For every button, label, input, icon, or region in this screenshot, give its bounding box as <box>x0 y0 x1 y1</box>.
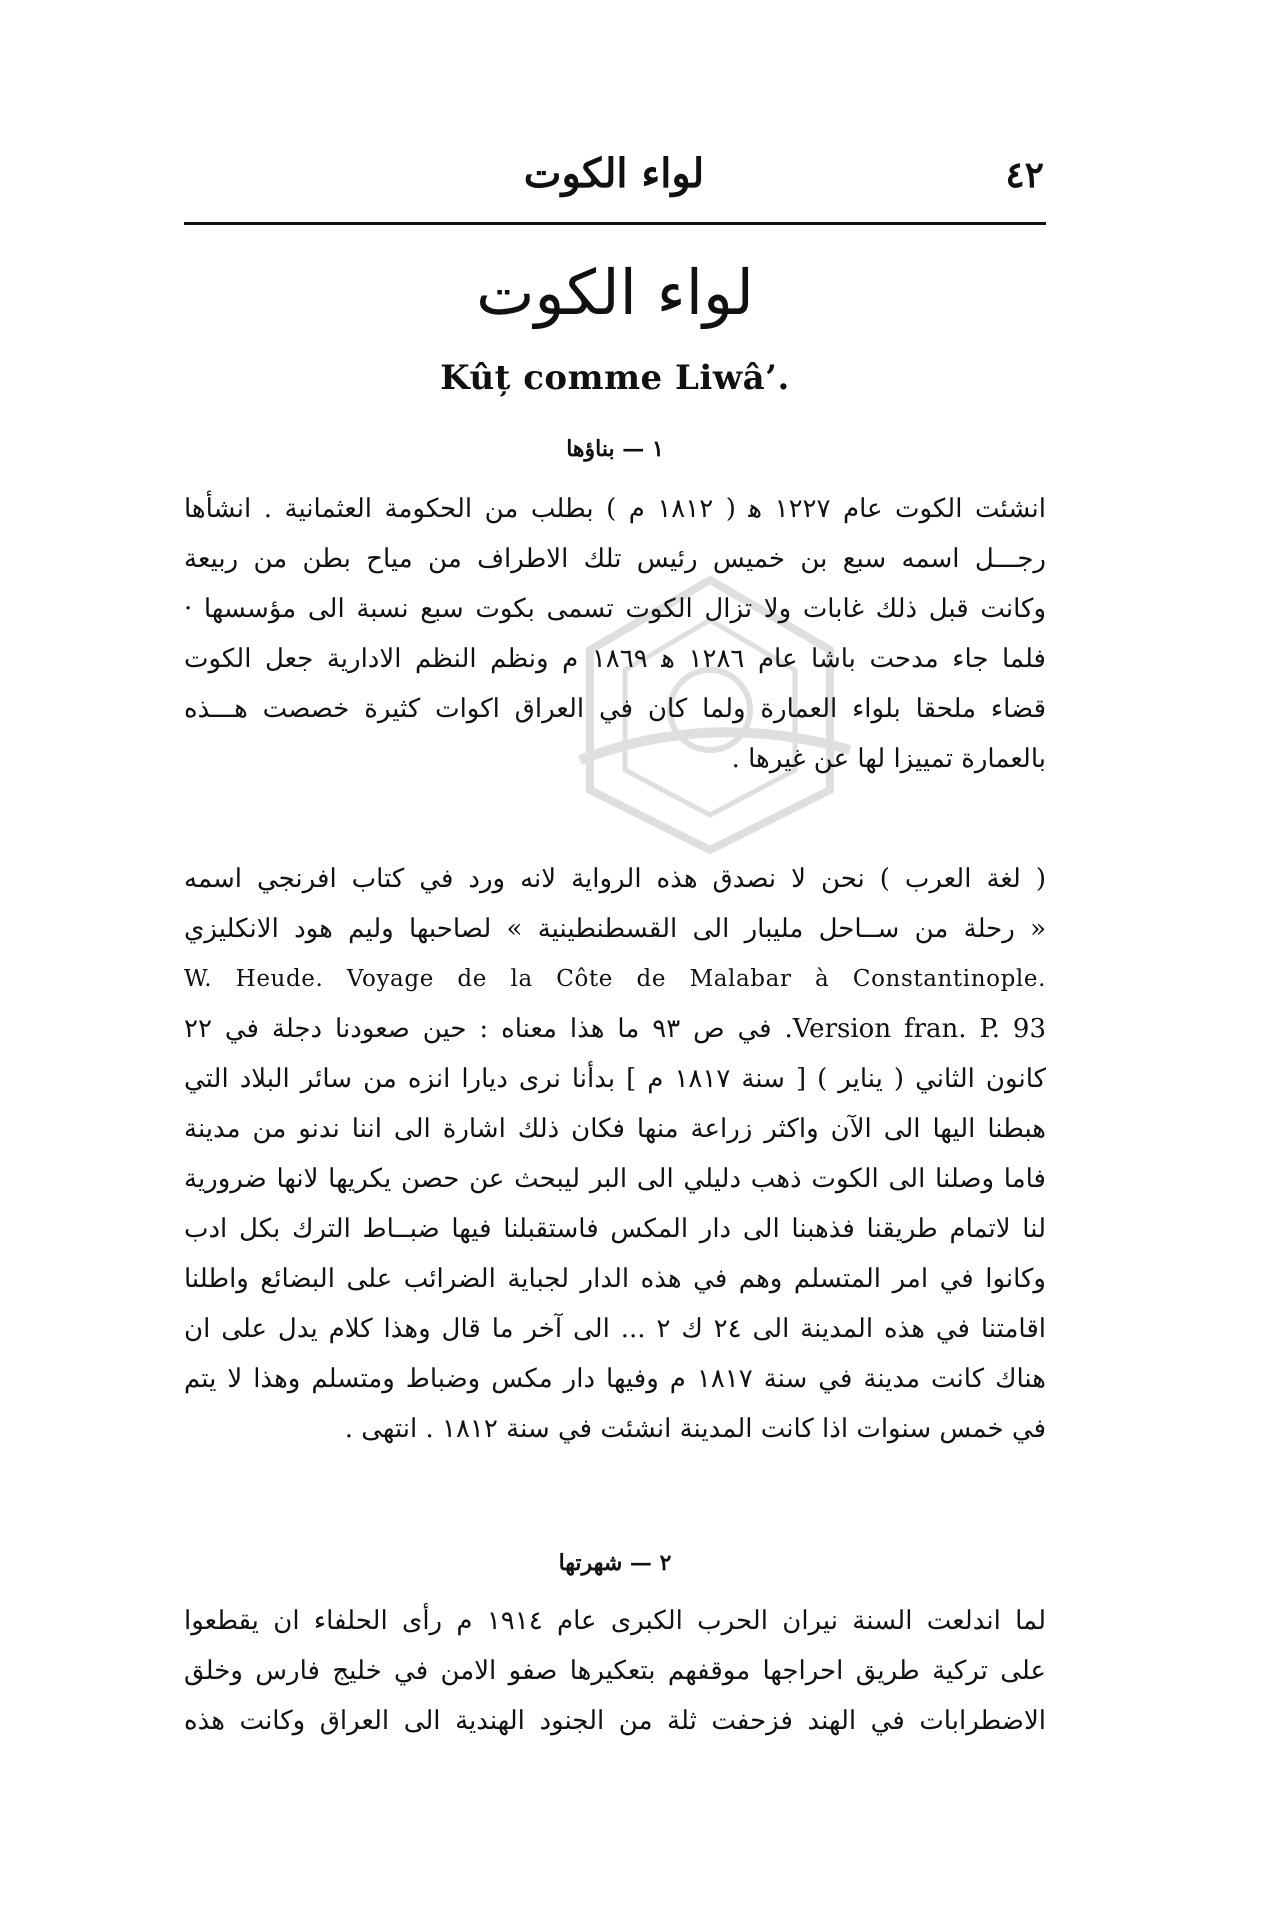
running-title: لواء الكوت <box>523 150 705 197</box>
section2-paragraph1 <box>184 1596 1046 1746</box>
section1-paragraph2 <box>184 854 1046 1454</box>
chapter-title-arabic: لواء الكوت <box>476 256 754 329</box>
text-line: قضاء ملحقا بلواء العمارة ولما كان في العراق اكوات كثيرة خصصت هـــذه <box>184 694 1046 724</box>
text-line: فلما جاء مدحت باشا عام ١٢٨٦ ﻫ ١٨٦٩ م ونظم النظم الادارية جعل الكوت <box>184 644 1046 674</box>
text-line: هناك كانت مدينة في سنة ١٨١٧ م وفيها دار مكس وضباط ومتسلم وهذا لا يتم <box>184 1364 1046 1394</box>
text-line: الاضطرابات في الهند فزحفت ثلة من الجنود الهندية الى العراق وكانت هذه <box>184 1706 1046 1736</box>
text-line: وكانت قبل ذلك غابات ولا تزال الكوت تسمى بكوت سبع نسبة الى مؤسسها · <box>184 594 1046 624</box>
section-heading-1: ١ — بناؤها <box>566 436 664 462</box>
section-heading-2: ٢ — شهرتها <box>558 1550 672 1576</box>
chapter-title-latin: Kûț comme Liwâ’. <box>440 358 790 398</box>
text-line: على تركية طريق احراجها موقفهم بتعكيرها صفو الامن في خليج فارس وخلق <box>184 1656 1046 1686</box>
text-line: اقامتنا في هذه المدينة الى ٢٤ ك ٢ ... الى آخر ما قال وهذا كلام يدل على ان <box>184 1314 1046 1344</box>
text-line: فاما وصلنا الى الكوت ذهب دليلي الى البر ليبحث عن حصن يكريها لانها ضرورية <box>184 1164 1046 1194</box>
section1-paragraph1 <box>184 484 1046 784</box>
text-line: وكانوا في امر المتسلم وهم في هذه الدار لجباية الضرائب على البضائع واطلنا <box>184 1264 1046 1294</box>
text-line: رجـــل اسمه سبع بن خميس رئيس تلك الاطراف من مياح بطن من ربيعة <box>184 544 1046 574</box>
text-line: في خمس سنوات اذا كانت المدينة انشئت في سنة ١٨١٢ . انتهى . <box>344 1414 1046 1444</box>
text-line: « رحلة من ســاحل مليبار الى القسطنطينية » لصاحبها وليم هود الانكليزي <box>184 914 1046 944</box>
text-line: لنا لاتمام طريقنا فذهبنا الى دار المكس فاستقبلنا فيها ضبــاط الترك بكل ادب <box>184 1214 1046 1244</box>
header-rule <box>184 222 1046 225</box>
page-number: ٤٢ <box>1005 154 1044 196</box>
text-line: Version fran. P. 93. في ص ٩٣ ما هذا معناه : حين صعودنا دجلة في ٢٢ <box>184 1014 1046 1044</box>
text-line: بالعمارة تمييزا لها عن غيرها . <box>731 744 1046 774</box>
text-line: ( لغة العرب ) نحن لا نصدق هذه الرواية لانه ورد في كتاب افرنجي اسمه <box>184 864 1046 894</box>
text-line: هبطنا اليها الى الآن واكثر زراعة منها فكان ذلك اشارة الى اننا ندنو من مدينة <box>184 1114 1046 1144</box>
text-line: كانون الثاني ( يناير ) [ سنة ١٨١٧ م ] بدأنا نرى ديارا انزه من سائر البلاد التي <box>184 1064 1046 1094</box>
text-line-latin: W. Heude. Voyage de la Côte de Malabar à Constantinople. <box>184 966 1046 992</box>
text-line: انشئت الكوت عام ١٢٢٧ ﻫ ( ١٨١٢ م ) بطلب من الحكومة العثمانية . انشأها <box>184 494 1046 524</box>
running-head <box>184 150 1044 220</box>
text-line: لما اندلعت السنة نيران الحرب الكبرى عام ١٩١٤ م رأى الحلفاء ان يقطعوا <box>184 1606 1046 1636</box>
